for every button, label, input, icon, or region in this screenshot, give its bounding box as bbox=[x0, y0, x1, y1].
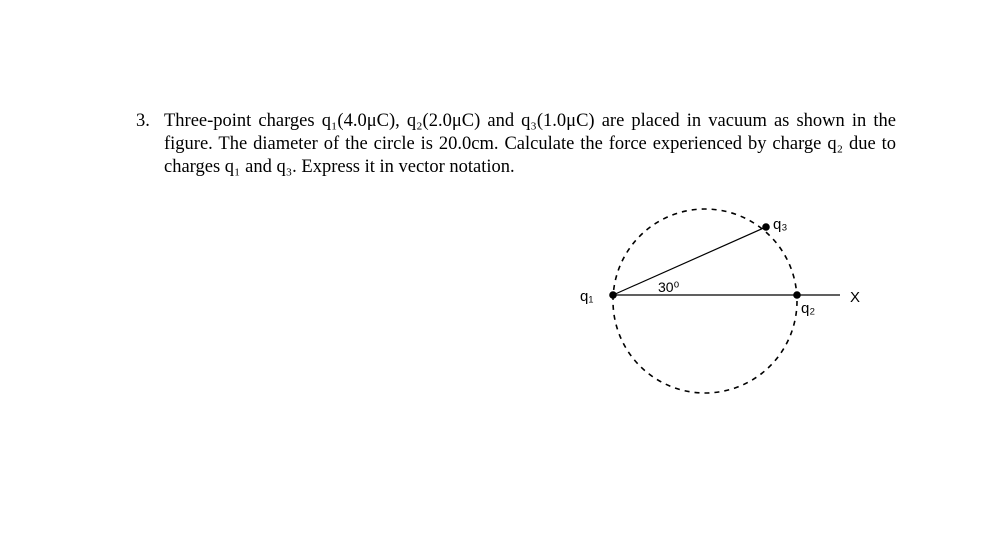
label-x-axis: X bbox=[850, 289, 861, 306]
q1-q3-line bbox=[613, 227, 766, 295]
dashed-circle bbox=[613, 209, 797, 393]
question-text: Three-point charges q₁(4.0μC), q₂(2.0μC) and q₃(1.0μC) are placed in vacuum as shown in the figure. The diameter of the circle is 20.0cm. Calculate the force experienced by charge q₂ due to charges q₁ and q₃. Express it in vector notation. bbox=[164, 111, 896, 177]
question-number: 3. bbox=[136, 111, 150, 131]
label-q3: q₃ bbox=[773, 216, 788, 233]
label-q2: q₂ bbox=[801, 300, 816, 317]
label-angle: 30⁰ bbox=[658, 279, 680, 295]
label-q1: q₁ bbox=[580, 288, 594, 305]
charge-q2-point bbox=[793, 291, 801, 299]
charge-q3-point bbox=[762, 223, 770, 231]
charge-q1-point bbox=[609, 291, 617, 299]
